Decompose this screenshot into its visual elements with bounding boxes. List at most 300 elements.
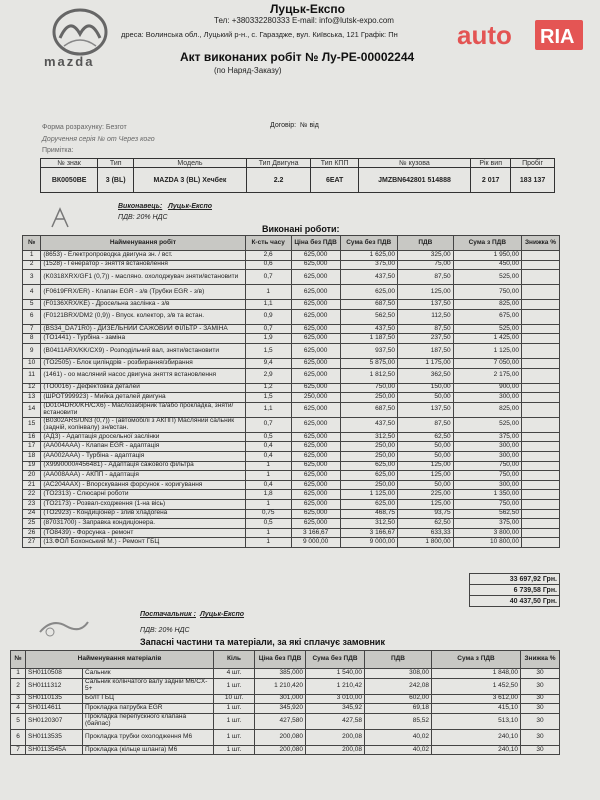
work-cell: 1,5 (245, 393, 291, 403)
parts-header-cell: ПДВ (365, 651, 432, 669)
parts-header-cell: № (11, 651, 26, 669)
work-cell (521, 358, 559, 368)
work-cell: 3 166,67 (291, 528, 340, 538)
work-cell: 7 050,00 (453, 358, 521, 368)
vehicle-table (40, 158, 555, 193)
work-cell: 4 (23, 285, 41, 300)
work-cell: 625,000 (291, 383, 340, 393)
work-cell (521, 260, 559, 270)
work-cell (521, 538, 559, 548)
parts-header-cell: Знижка % (521, 651, 560, 669)
work-cell (521, 324, 559, 334)
table-row (23, 490, 560, 500)
vehicle-header-cell: № кузова (358, 159, 470, 168)
work-cell: 250,000 (291, 393, 340, 403)
work-cell: 625,000 (291, 358, 340, 368)
supplier-name: Луцьк-Експо (200, 611, 245, 618)
part-cell: 10 шт. (214, 694, 255, 704)
work-cell: 1 (245, 461, 291, 471)
work-name: (F0121BRX/DM2 (0,9)) - Впуск. колектор, з/в та встан. (41, 309, 245, 324)
work-cell: 625,00 (340, 499, 397, 509)
part-cell: 30 (521, 713, 560, 729)
part-cell: 415,10 (432, 704, 521, 714)
work-cell: 10 800,00 (453, 538, 521, 548)
work-cell: 250,00 (340, 442, 397, 452)
vehicle-header-cell: № знак (41, 159, 98, 168)
work-cell: 300,00 (453, 442, 521, 452)
work-cell (521, 451, 559, 461)
part-cell: 85,52 (365, 713, 432, 729)
part-name: Болт ГБЦ (83, 694, 214, 704)
part-cell: 1 210,420 (255, 678, 306, 694)
work-cell: 750,00 (453, 285, 521, 300)
part-cell: 3 (11, 694, 26, 704)
payment-form: Форма розрахунку: Безгот (42, 124, 127, 131)
part-cell: 427,580 (255, 713, 306, 729)
part-cell: 1 шт. (214, 745, 255, 755)
part-cell: 513,10 (432, 713, 521, 729)
work-cell: 375,00 (453, 519, 521, 529)
part-cell: 1 210,42 (306, 678, 365, 694)
work-cell: 625,000 (291, 461, 340, 471)
part-cell: 3 612,00 (432, 694, 521, 704)
vehicle-value-cell: 2 017 (471, 168, 511, 193)
work-cell: 75,00 (397, 260, 453, 270)
work-cell: 625,000 (291, 509, 340, 519)
parts-title: Запасні частини та матеріали, за які сплачує замовник (140, 637, 385, 647)
work-cell: 625,000 (291, 402, 340, 417)
work-cell: 1 (245, 499, 291, 509)
work-name: (87031700) - Заправка кондиціонера. (41, 519, 245, 529)
document-title: Акт виконаних робіт № Лу-РЕ-00002244 (180, 50, 415, 64)
work-cell: 1 (245, 285, 291, 300)
table-row (11, 669, 560, 679)
table-row (23, 270, 560, 285)
work-cell: 1,8 (245, 490, 291, 500)
part-cell: 30 (521, 694, 560, 704)
part-cell: 1 452,50 (432, 678, 521, 694)
work-cell: 225,00 (397, 490, 453, 500)
total-without-vat: 33 697,92 Грн. (470, 574, 560, 585)
work-cell: 562,50 (340, 309, 397, 324)
work-cell: 687,50 (340, 300, 397, 310)
work-cell: 1 125,00 (340, 490, 397, 500)
work-cell (521, 368, 559, 383)
table-row (11, 678, 560, 694)
work-cell: 2 175,00 (453, 368, 521, 383)
table-row (23, 343, 560, 358)
work-cell: 375,00 (340, 260, 397, 270)
work-name: (TO2923) - Кондиціонер - злив хладогена (41, 509, 245, 519)
work-name: (B0411ARX/KK/CX9) - Розподільчий вал, зняти/встановити (41, 343, 245, 358)
work-cell: 250,00 (340, 451, 397, 461)
work-cell: 825,00 (453, 402, 521, 417)
part-cell: 1 шт. (214, 704, 255, 714)
work-cell (521, 432, 559, 442)
work-cell: 1 625,00 (340, 251, 397, 261)
works-table (22, 235, 560, 548)
work-cell (521, 490, 559, 500)
work-cell: 0,75 (245, 509, 291, 519)
part-cell: 200,08 (306, 729, 365, 745)
total-with-vat: 40 437,50 Грн. (470, 596, 560, 607)
work-cell (521, 471, 559, 481)
part-cell: 40,02 (365, 729, 432, 745)
vehicle-header-cell: Тип Двигуна (246, 159, 311, 168)
table-row (23, 499, 560, 509)
work-cell (521, 270, 559, 285)
works-header-cell: Ціна без ПДВ (291, 236, 340, 251)
part-cell: 30 (521, 729, 560, 745)
part-code: SH0113545A (26, 745, 83, 755)
work-name: (TO2313) - Слюсарні роботи (41, 490, 245, 500)
work-cell: 0,6 (245, 260, 291, 270)
table-row (23, 402, 560, 417)
table-row (23, 538, 560, 548)
work-cell: 625,000 (291, 334, 340, 344)
work-cell: 14 (23, 402, 41, 417)
work-name: (13.ФОЛ Бохонський М.) - Ремонт ГБЦ (41, 538, 245, 548)
document-subtitle: (по Наряд-Заказу) (214, 66, 282, 75)
work-cell: 87,50 (397, 270, 453, 285)
work-name: (D0104DRX/KH/CX6) - Маслозабірник та/або прокладка, зняти/встановити (41, 402, 245, 417)
work-cell: 87,50 (397, 417, 453, 432)
work-cell: 312,50 (340, 519, 397, 529)
note-label: Примітка: (42, 147, 74, 154)
work-cell: 2,9 (245, 368, 291, 383)
part-code: SH0110135 (26, 694, 83, 704)
part-cell: 7 (11, 745, 26, 755)
part-cell: 30 (521, 745, 560, 755)
work-cell: 437,50 (340, 270, 397, 285)
work-cell: 437,50 (340, 417, 397, 432)
work-cell: 3 (23, 270, 41, 285)
work-cell: 2,6 (245, 251, 291, 261)
part-code: SH0120307 (26, 713, 83, 729)
work-name: (AA004AAA) - Клапан EGR - адаптація (41, 442, 245, 452)
table-row (23, 251, 560, 261)
work-cell: 525,00 (453, 270, 521, 285)
part-cell: 40,02 (365, 745, 432, 755)
table-row (23, 417, 560, 432)
work-cell: 1 187,50 (340, 334, 397, 344)
work-cell: 1,5 (245, 343, 291, 358)
company-contacts: Тел: +380332280333 E-mail: info@lutsk-expo.com (214, 16, 394, 25)
work-cell (521, 528, 559, 538)
work-cell (521, 442, 559, 452)
part-cell: 69,18 (365, 704, 432, 714)
watermark-part2: RIA (540, 26, 575, 48)
work-cell: 362,50 (397, 368, 453, 383)
part-cell: 6 (11, 729, 26, 745)
work-cell: 125,00 (397, 499, 453, 509)
work-cell: 0,5 (245, 432, 291, 442)
work-cell: 9 000,00 (340, 538, 397, 548)
part-cell: 5 (11, 713, 26, 729)
work-cell: 625,000 (291, 309, 340, 324)
part-code: SH0111312 (26, 678, 83, 694)
table-row (23, 368, 560, 383)
part-name: Сальник колінчатого валу задній M6/CX-5+ (83, 678, 214, 694)
work-cell: 18 (23, 451, 41, 461)
work-cell: 13 (23, 393, 41, 403)
work-cell: 125,00 (397, 285, 453, 300)
part-cell: 30 (521, 669, 560, 679)
vehicle-header-cell: Рік вип (471, 159, 511, 168)
part-cell: 240,10 (432, 745, 521, 755)
work-cell: 675,00 (453, 309, 521, 324)
work-cell: 0,7 (245, 417, 291, 432)
work-cell (521, 402, 559, 417)
contract-label: Договір: (270, 122, 297, 129)
work-name: (B0302ARS/UN3 (0,7)) - (автомобілі з АКПП) Масляний сальник (задній, колінвалу) зн/встан. (41, 417, 245, 432)
vehicle-value-cell: MAZDA 3 (BL) Хечбек (134, 168, 247, 193)
work-cell: 1 (245, 528, 291, 538)
work-cell: 625,000 (291, 324, 340, 334)
table-row (23, 528, 560, 538)
table-row (23, 309, 560, 324)
table-row (23, 471, 560, 481)
work-cell: 125,00 (397, 461, 453, 471)
work-cell: 0,4 (245, 442, 291, 452)
work-cell: 9,4 (245, 358, 291, 368)
table-row (11, 745, 560, 755)
work-name: (АДЗ) - Адаптація дросельної заслінки (41, 432, 245, 442)
work-cell: 2 (23, 260, 41, 270)
work-cell (521, 300, 559, 310)
work-cell: 625,000 (291, 343, 340, 358)
table-row (23, 334, 560, 344)
work-cell: 112,50 (397, 309, 453, 324)
logo-text: mazda (44, 54, 95, 69)
work-cell: 87,50 (397, 324, 453, 334)
work-cell: 625,000 (291, 480, 340, 490)
vehicle-header-cell: Пробіг (511, 159, 555, 168)
part-name: Прокладка патрубка EGR (83, 704, 214, 714)
work-name: (BS34_DA71R0) - ДИЗЕЛЬНИЙ САЖОВИЙ ФІЛЬТР - ЗАМІНА (41, 324, 245, 334)
table-row (23, 480, 560, 490)
work-cell: 1 812,50 (340, 368, 397, 383)
part-cell: 200,080 (255, 729, 306, 745)
work-cell: 23 (23, 499, 41, 509)
work-cell: 50,00 (397, 442, 453, 452)
work-cell: 150,00 (397, 383, 453, 393)
work-name: (F0619FRX/ER) - Клапан EGR - з/в (Трубки EGR - з/в) (41, 285, 245, 300)
work-cell: 750,00 (453, 461, 521, 471)
work-cell: 937,50 (340, 343, 397, 358)
stamp-scribble-icon (48, 205, 72, 231)
table-row (23, 393, 560, 403)
work-cell: 1 800,00 (397, 538, 453, 548)
work-cell: 325,00 (397, 251, 453, 261)
work-cell: 5 875,00 (340, 358, 397, 368)
work-cell (521, 519, 559, 529)
part-cell: 1 848,00 (432, 669, 521, 679)
work-cell (521, 509, 559, 519)
vehicle-value-cell: 2.2 (246, 168, 311, 193)
parts-header-cell: Сума без ПДВ (306, 651, 365, 669)
work-cell: 625,000 (291, 471, 340, 481)
work-cell: 625,000 (291, 432, 340, 442)
work-cell: 0,9 (245, 309, 291, 324)
work-name: (1461) - оо масляний насос двигуна зняття встановлення (41, 368, 245, 383)
part-code: SH0113535 (26, 729, 83, 745)
part-cell: 602,00 (365, 694, 432, 704)
part-cell: 1 шт. (214, 713, 255, 729)
works-header-cell: Найменування робіт (41, 236, 245, 251)
work-cell: 3 800,00 (453, 528, 521, 538)
work-cell: 0,7 (245, 324, 291, 334)
work-cell: 250,00 (340, 393, 397, 403)
work-cell: 625,000 (291, 300, 340, 310)
vehicle-header-cell: Тип КПП (311, 159, 358, 168)
work-cell: 8 (23, 334, 41, 344)
vehicle-value-cell: JMZBN642801 514888 (358, 168, 470, 193)
part-cell: 2 (11, 678, 26, 694)
part-cell: 427,58 (306, 713, 365, 729)
autoria-watermark (455, 14, 590, 56)
work-name: (K0318XRX/GF1 (0,7)) - масляно. охолоджувач зняти/встановити (41, 270, 245, 285)
total-vat: 6 739,58 Грн. (470, 585, 560, 596)
work-cell: 9 (23, 343, 41, 358)
work-cell: 22 (23, 490, 41, 500)
part-cell: 1 шт. (214, 729, 255, 745)
work-cell (521, 334, 559, 344)
work-cell: 625,000 (291, 270, 340, 285)
work-cell: 12 (23, 383, 41, 393)
table-row (23, 324, 560, 334)
work-cell (521, 251, 559, 261)
work-cell: 26 (23, 528, 41, 538)
executor-name: Луцьк-Експо (168, 203, 213, 210)
table-row (23, 519, 560, 529)
work-cell: 625,000 (291, 442, 340, 452)
work-cell (521, 383, 559, 393)
work-cell: 312,50 (340, 432, 397, 442)
parts-header-cell: Сума з ПДВ (432, 651, 521, 669)
work-cell: 525,00 (453, 324, 521, 334)
part-cell: 385,000 (255, 669, 306, 679)
works-header-cell: К-сть часу (245, 236, 291, 251)
work-cell: 125,00 (397, 471, 453, 481)
work-cell: 0,5 (245, 519, 291, 529)
work-cell: 750,00 (453, 499, 521, 509)
part-cell: 4 (11, 704, 26, 714)
work-cell: 24 (23, 509, 41, 519)
work-name: (X9990000#456481) - Адаптація сажового фільтра (41, 461, 245, 471)
work-cell: 1 350,00 (453, 490, 521, 500)
work-cell: 900,00 (453, 383, 521, 393)
part-cell: 242,08 (365, 678, 432, 694)
work-cell: 625,000 (291, 285, 340, 300)
table-row (23, 509, 560, 519)
work-cell (521, 417, 559, 432)
part-name: Сальник (83, 669, 214, 679)
work-cell: 1 950,00 (453, 251, 521, 261)
works-header-cell: № (23, 236, 41, 251)
work-cell: 625,00 (340, 471, 397, 481)
work-cell: 750,00 (453, 471, 521, 481)
part-cell: 200,080 (255, 745, 306, 755)
work-cell: 468,75 (340, 509, 397, 519)
table-row (23, 383, 560, 393)
work-cell: 15 (23, 417, 41, 432)
vehicle-value-cell: ВК0050ВЕ (41, 168, 98, 193)
work-name: (1528) - Генератор - зняття встановлення (41, 260, 245, 270)
work-name: (F0136XRX/KE) - Дросельна заслінка - з/в (41, 300, 245, 310)
vehicle-value-cell: 6EAT (311, 168, 358, 193)
watermark-part1: auto (457, 20, 512, 50)
work-cell: 825,00 (453, 300, 521, 310)
part-sketch-icon (36, 612, 92, 642)
work-cell: 27 (23, 538, 41, 548)
parts-table (10, 650, 560, 755)
work-cell: 450,00 (453, 260, 521, 270)
work-cell: 62,50 (397, 519, 453, 529)
works-title: Виконані роботи: (262, 224, 340, 234)
work-cell (521, 393, 559, 403)
work-cell: 1 125,00 (453, 343, 521, 358)
work-cell: 137,50 (397, 402, 453, 417)
work-cell: 300,00 (453, 393, 521, 403)
table-row (23, 300, 560, 310)
parts-header-cell: Найменування матеріалів (26, 651, 214, 669)
work-cell (521, 285, 559, 300)
work-cell: 625,00 (340, 461, 397, 471)
part-code: SH0110508 (26, 669, 83, 679)
work-cell: 687,50 (340, 402, 397, 417)
work-cell: 1,1 (245, 402, 291, 417)
part-code: SH0114611 (26, 704, 83, 714)
work-cell: 3 166,67 (340, 528, 397, 538)
table-row (11, 729, 560, 745)
work-cell: 300,00 (453, 451, 521, 461)
part-cell: 30 (521, 678, 560, 694)
part-cell: 240,10 (432, 729, 521, 745)
work-cell: 50,00 (397, 480, 453, 490)
works-header-cell: Знижка % (521, 236, 559, 251)
part-cell: 1 540,00 (306, 669, 365, 679)
table-row (23, 358, 560, 368)
work-name: (AA008AAA) - АКПП - адаптація (41, 471, 245, 481)
company-address: дреса: Волинська обл., Луцький р-н., с. Гараздже, вул. Київська, 121 Графік: Пн (121, 30, 398, 39)
work-cell: 7 (23, 324, 41, 334)
work-cell: 9 000,00 (291, 538, 340, 548)
company-name: Луцьк-Експо (270, 2, 345, 16)
work-cell: 625,000 (291, 451, 340, 461)
table-row (23, 432, 560, 442)
work-cell (521, 480, 559, 490)
table-row (11, 694, 560, 704)
work-cell: 1,2 (245, 383, 291, 393)
part-cell: 308,00 (365, 669, 432, 679)
work-cell: 1 (245, 471, 291, 481)
work-name: (TO2173) - Розвал-сходження (1-на вісь) (41, 499, 245, 509)
work-cell: 93,75 (397, 509, 453, 519)
work-cell: 1,1 (245, 300, 291, 310)
works-header-cell: Сума без ПДВ (340, 236, 397, 251)
work-cell: 1 425,00 (453, 334, 521, 344)
work-cell: 50,00 (397, 451, 453, 461)
work-cell: 625,00 (340, 285, 397, 300)
part-cell: 200,08 (306, 745, 365, 755)
executor-label: Виконавець: (118, 203, 163, 210)
work-cell: 625,000 (291, 260, 340, 270)
work-cell (521, 309, 559, 324)
table-row (23, 451, 560, 461)
part-cell: 345,92 (306, 704, 365, 714)
vehicle-value-cell: 3 (BL) (98, 168, 134, 193)
